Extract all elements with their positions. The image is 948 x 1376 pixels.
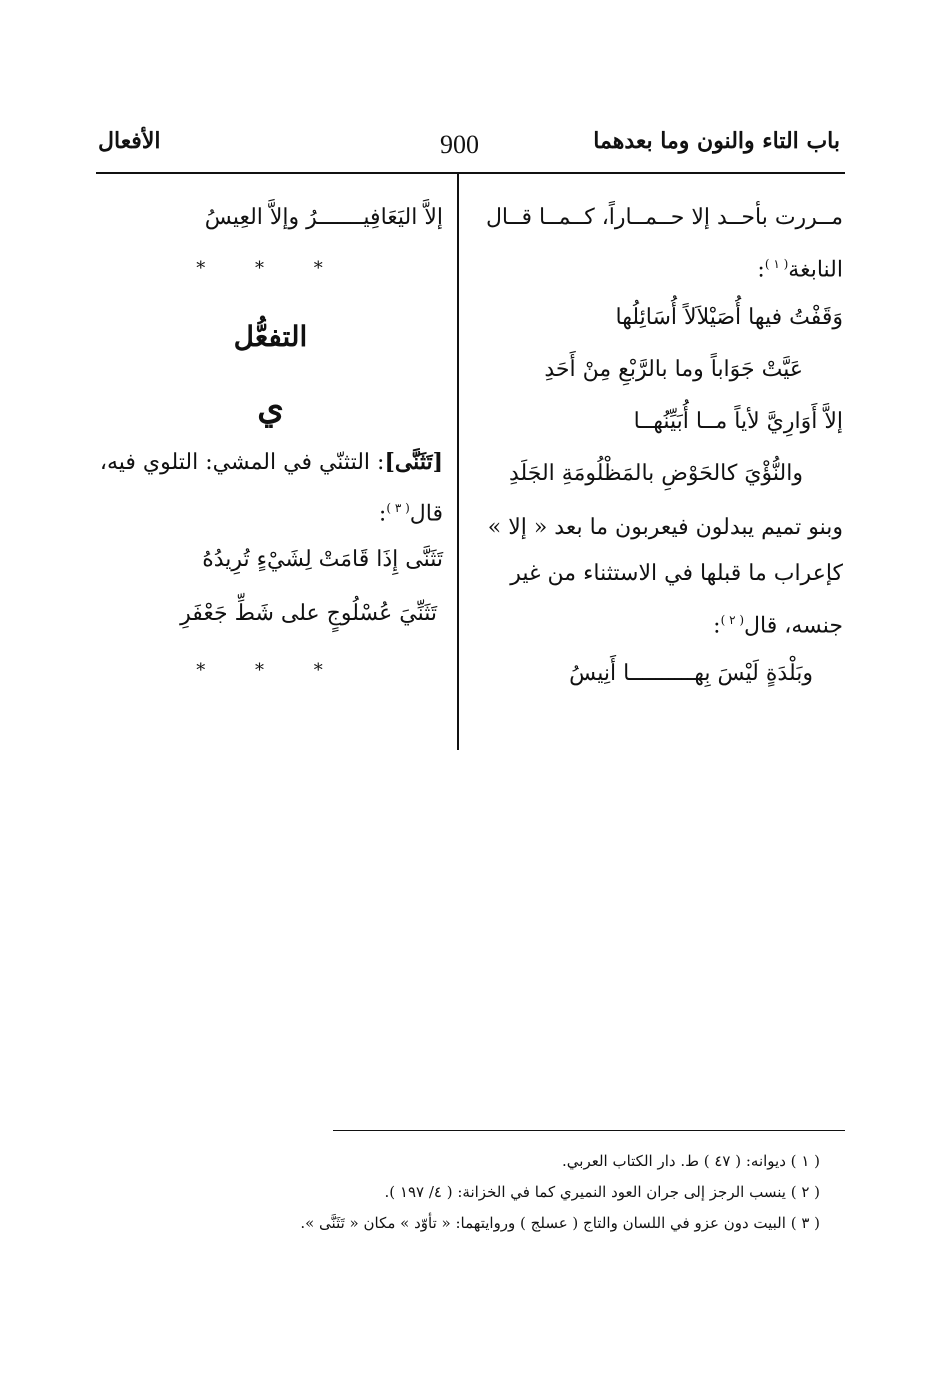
running-head-chapter: باب التاء والنون وما بعدهما bbox=[593, 128, 840, 154]
page-number: 900 bbox=[440, 130, 479, 159]
verse-line: تَثَنَّى إِذَا قَامَتْ لِشَيْءٍ تُرِيدُهُ bbox=[202, 547, 443, 572]
entry-word: [تَثَنَّى] bbox=[384, 449, 443, 475]
footnote-ref: ( ٢ ) bbox=[720, 613, 745, 627]
colon: : bbox=[378, 501, 387, 527]
verse-line: والنُّؤْيَ كالحَوْضِ بالمَظْلُومَةِ الجَلَدِ bbox=[508, 461, 803, 486]
verse-line: إلاَّ اليَعَافِيـــــــرُ وإلاَّ العِيسُ bbox=[204, 205, 443, 230]
prose-text: قال bbox=[409, 501, 443, 527]
prose-line bbox=[470, 241, 843, 287]
verse-line: وبَلْدَةٍ لَيْسَ بِهــــــــــا أَنِيسُ bbox=[569, 661, 813, 686]
entry-text: : التثنّي في المشي: التلوي فيه، bbox=[99, 450, 385, 475]
prose-line bbox=[470, 597, 843, 643]
verse-line: وَقَفْتُ فيها أُصَيْلاَلاً أُسَائِلُها bbox=[615, 305, 843, 330]
separator-stars: * * * bbox=[196, 660, 345, 681]
prose-line: مــررت بأحــد إلا حــمــاراً، كــمــا قــال bbox=[485, 205, 843, 230]
prose-line bbox=[98, 485, 443, 531]
prose-line: وبنو تميم يبدلون فيعربون ما بعد « إلا » bbox=[487, 515, 843, 540]
column-divider bbox=[457, 172, 459, 750]
separator-stars: * * * bbox=[196, 258, 345, 279]
poet-name: النابغة bbox=[788, 257, 843, 283]
header-rule bbox=[96, 172, 845, 174]
footnote: ( ٢ ) ينسب الرجز إلى جران العود النميري كما في الخزانة: ( ٤/ ١٩٧ ). bbox=[384, 1183, 820, 1201]
colon: : bbox=[757, 257, 765, 283]
footnotes bbox=[260, 1146, 820, 1239]
footnote: ( ١ ) ديوانه: ( ٤٧ ) ط. دار الكتاب العربي. bbox=[562, 1152, 820, 1170]
section-letter: ي bbox=[257, 388, 284, 428]
entry-line bbox=[98, 439, 443, 485]
right-column bbox=[470, 195, 843, 697]
footnote: ( ٣ ) البيت دون عزو في اللسان والتاج ( عسلج ) وروايتهما: « تأوّد » مكان « تَثَنَّى ». bbox=[300, 1214, 820, 1232]
verse-line: إلاَّ أَوَارِيَّ لأياً مــا أُبَيِّنُهــا bbox=[633, 409, 843, 434]
footnote-rule bbox=[333, 1130, 845, 1131]
prose-text: جنسه، قال bbox=[744, 613, 843, 639]
colon: : bbox=[713, 613, 721, 639]
footnote-ref: ( ١ ) bbox=[764, 257, 789, 271]
left-column bbox=[98, 195, 443, 691]
footnote-ref: ( ٣ ) bbox=[386, 501, 410, 515]
prose-line: كإعراب ما قبلها في الاستثناء من غير bbox=[510, 561, 843, 586]
section-title: التفعُّل bbox=[233, 320, 308, 353]
verse-line: عَيَّتْ جَوَاباً وما بالرَّبْعِ مِنْ أَحَدِ bbox=[544, 357, 803, 382]
verse-line: تَثَنِّيَ عُسْلُوجٍ على شَطِّ جَعْفَرِ bbox=[180, 601, 437, 626]
running-head-section: الأفعال bbox=[98, 128, 161, 154]
